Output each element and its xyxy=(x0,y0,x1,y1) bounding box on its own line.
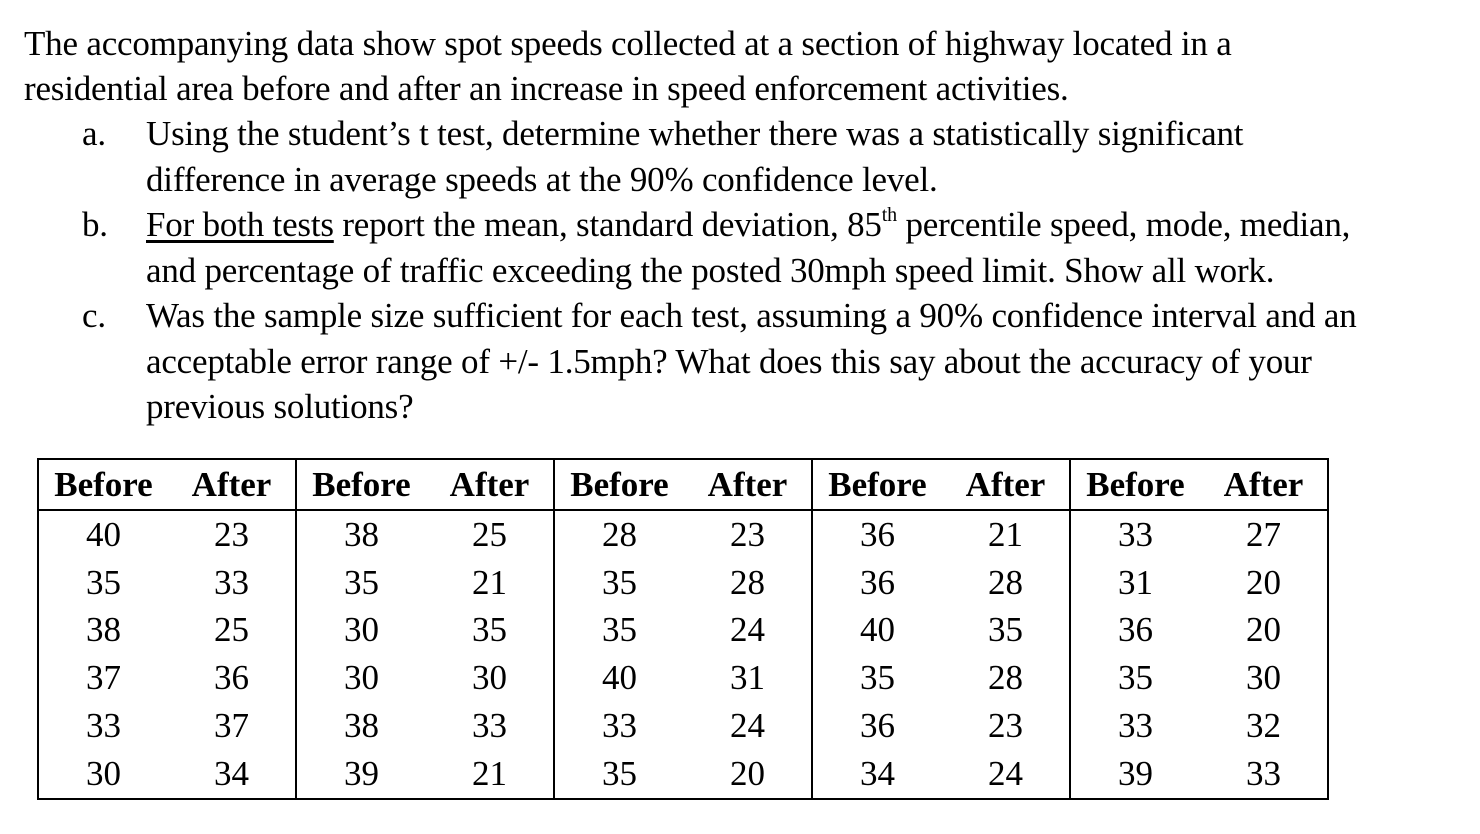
before-speed-cell: 39 xyxy=(1070,750,1200,799)
after-speed-cell: 28 xyxy=(988,658,1023,698)
before-speed-cell: 36 xyxy=(812,559,942,607)
before-speed-cell: 36 xyxy=(812,510,942,559)
after-speed-cell: 20 xyxy=(730,753,765,793)
header-after: After xyxy=(942,459,1070,510)
header-after: After xyxy=(684,459,812,510)
after-speed-cell: 27 xyxy=(1246,514,1281,554)
question-b-text-part-2: percentile speed, mode, median, xyxy=(896,205,1351,244)
speed-data-table xyxy=(37,458,1329,800)
before-speed-cell: 31 xyxy=(1070,559,1200,607)
after-speed-cell: 23 xyxy=(730,514,765,554)
after-speed-cell: 35 xyxy=(988,610,1023,650)
before-speed-cell: 36 xyxy=(812,702,942,750)
after-speed-cell: 21 xyxy=(472,753,507,793)
question-b-line-2: and percentage of traffic exceeding the posted 30mph speed limit. Show all work. xyxy=(146,250,1275,290)
before-speed-cell: 35 xyxy=(812,654,942,702)
after-speed-cell: 34 xyxy=(214,753,249,793)
table-row xyxy=(38,607,1328,655)
before-speed-cell: 30 xyxy=(296,607,426,655)
after-speed-cell: 33 xyxy=(214,562,249,602)
before-speed-cell: 35 xyxy=(86,562,121,602)
before-speed-cell: 40 xyxy=(554,654,684,702)
before-speed-cell: 38 xyxy=(296,702,426,750)
table-row xyxy=(38,510,1328,559)
before-speed-cell: 36 xyxy=(1070,607,1200,655)
header-after: After xyxy=(168,459,296,510)
table-header-row xyxy=(38,459,1328,510)
before-speed-cell: 35 xyxy=(554,750,684,799)
header-after: After xyxy=(426,459,554,510)
before-speed-cell: 40 xyxy=(812,607,942,655)
before-speed-cell: 35 xyxy=(296,559,426,607)
intro-paragraph xyxy=(24,22,1464,111)
header-before: Before xyxy=(1070,459,1200,510)
problem-statement xyxy=(24,22,1464,430)
after-speed-cell: 28 xyxy=(730,562,765,602)
question-c-marker: c. xyxy=(82,296,106,335)
before-speed-cell: 33 xyxy=(1070,510,1200,559)
header-before: Before xyxy=(296,459,426,510)
after-speed-cell: 21 xyxy=(472,562,507,602)
question-list xyxy=(24,111,1464,430)
header-before: Before xyxy=(38,459,168,510)
after-speed-cell: 33 xyxy=(472,706,507,746)
question-a xyxy=(24,111,1464,202)
before-speed-cell: 30 xyxy=(296,654,426,702)
before-speed-cell: 33 xyxy=(554,702,684,750)
question-a-marker: a. xyxy=(82,114,106,153)
question-c-line-2: acceptable error range of +/- 1.5mph? What does this say about the accuracy of your xyxy=(146,341,1312,381)
after-speed-cell: 23 xyxy=(988,706,1023,746)
question-b-line-1 xyxy=(146,202,1464,248)
header-after: After xyxy=(1200,459,1328,510)
after-speed-cell: 21 xyxy=(988,514,1023,554)
after-speed-cell: 32 xyxy=(1246,706,1281,746)
before-speed-cell: 38 xyxy=(86,610,121,650)
after-speed-cell: 25 xyxy=(472,514,507,554)
question-c-line-1: Was the sample size sufficient for each test, assuming a 90% confidence interval and an xyxy=(146,296,1357,335)
before-speed-cell: 38 xyxy=(296,510,426,559)
table-row xyxy=(38,654,1328,702)
question-a-line-2: difference in average speeds at the 90% confidence level. xyxy=(146,159,938,199)
before-speed-cell: 35 xyxy=(554,607,684,655)
after-speed-cell: 24 xyxy=(988,753,1023,793)
question-b-marker: b. xyxy=(82,205,108,244)
table-row xyxy=(38,750,1328,799)
before-speed-cell: 35 xyxy=(1070,654,1200,702)
question-b-text-part-1: report the mean, standard deviation, 85 xyxy=(333,205,882,244)
intro-line-2: residential area before and after an increase in speed enforcement activities. xyxy=(24,68,1069,108)
after-speed-cell: 25 xyxy=(214,610,249,650)
question-c xyxy=(24,293,1464,430)
after-speed-cell: 30 xyxy=(1246,658,1281,698)
before-speed-cell: 33 xyxy=(86,706,121,746)
question-b-superscript: th xyxy=(881,204,897,227)
intro-line-1: The accompanying data show spot speeds collected at a section of highway located in a xyxy=(24,24,1232,63)
after-speed-cell: 28 xyxy=(988,562,1023,602)
after-speed-cell: 36 xyxy=(214,658,249,698)
question-b-underlined-text: For both tests xyxy=(146,205,334,244)
after-speed-cell: 24 xyxy=(730,706,765,746)
after-speed-cell: 31 xyxy=(730,658,765,698)
after-speed-cell: 37 xyxy=(214,706,249,746)
before-speed-cell: 35 xyxy=(554,559,684,607)
question-c-line-3: previous solutions? xyxy=(146,387,414,426)
after-speed-cell: 30 xyxy=(472,658,507,698)
table-body xyxy=(38,510,1328,799)
after-speed-cell: 20 xyxy=(1246,562,1281,602)
header-before: Before xyxy=(812,459,942,510)
header-before: Before xyxy=(554,459,684,510)
before-speed-cell: 30 xyxy=(86,753,121,793)
table-row xyxy=(38,559,1328,607)
after-speed-cell: 23 xyxy=(214,514,249,554)
question-b xyxy=(24,202,1464,293)
before-speed-cell: 33 xyxy=(1070,702,1200,750)
before-speed-cell: 40 xyxy=(86,514,121,554)
before-speed-cell: 39 xyxy=(296,750,426,799)
after-speed-cell: 20 xyxy=(1246,610,1281,650)
before-speed-cell: 37 xyxy=(86,658,121,698)
question-a-line-1: Using the student’s t test, determine whether there was a statistically significant xyxy=(146,114,1244,153)
before-speed-cell: 34 xyxy=(812,750,942,799)
after-speed-cell: 35 xyxy=(472,610,507,650)
before-speed-cell: 28 xyxy=(554,510,684,559)
table-row xyxy=(38,702,1328,750)
after-speed-cell: 33 xyxy=(1246,753,1281,793)
after-speed-cell: 24 xyxy=(730,610,765,650)
